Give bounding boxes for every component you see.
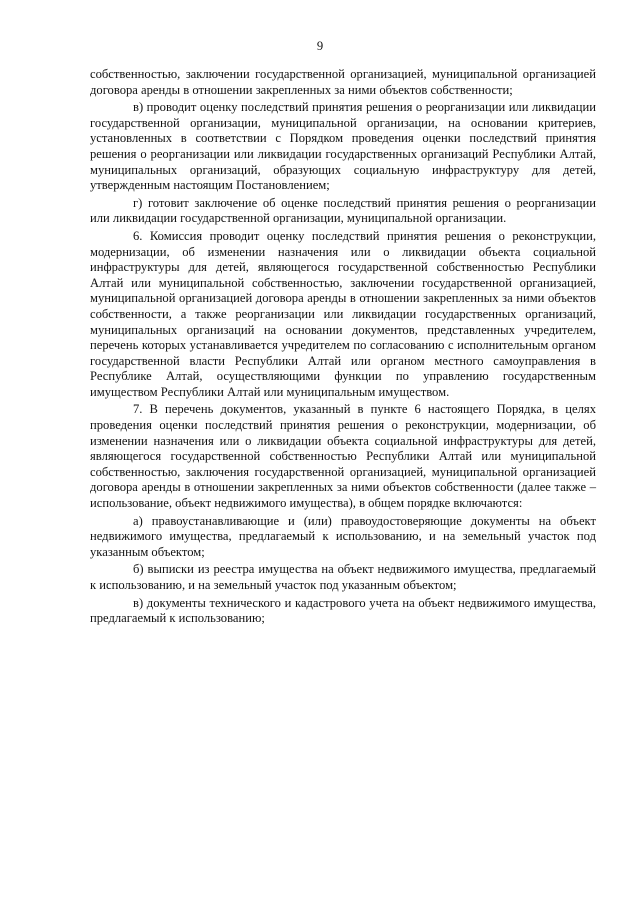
paragraph-clause-7: 7. В перечень документов, указанный в пункте 6 настоящего Порядка, в целях проведения оценки последствий принятия решения о реконструкции, модернизации, об изменении назначения или о ликвидации объекта социальной инфраструктуры для детей, являющегося государственной собственностью Республики Алтай или муниципальной собственностью, заключения государственной организацией, муниципальной организацией договора аренды в отношении закрепленных за ними объектов собственности (далее также – использование, объект недвижимого имущества), в общем порядке включаются:	[90, 402, 596, 511]
paragraph-clause-6: 6. Комиссия проводит оценку последствий принятия решения о реконструкции, модернизации, об изменении назначения или о ликвидации объекта социальной инфраструктуры для детей, являющегося государственной собственностью Республики Алтай или муниципальной собственностью, заключении государственной организацией, муниципальной организацией договора аренды в отношении закрепленных за ними объектов собственности, а также реорганизации или ликвидации государственных организаций, муниципальных организаций на основании документов, представленных учредителем, перечень которых устанавливается учредителем по согласованию с исполнительным органом государственной власти Республики Алтай или органом местного самоуправления в Республике Алтай, осуществляющими функции по управлению государственным имуществом Республики Алтай или муниципальным имуществом.	[90, 228, 596, 399]
paragraph-item-a: а) правоустанавливающие и (или) правоудостоверяющие документы на объект недвижимого имущества, предлагаемый к использованию, и на земельный участок под указанным объектом;	[90, 513, 596, 559]
paragraph-continuation: собственностью, заключении государственной организацией, муниципальной организацией договора аренды в отношении закрепленных за ними объектов собственности;	[90, 67, 596, 97]
paragraph-item-v: в) проводит оценку последствий принятия решения о реорганизации или ликвидации государственной организации, муниципальной организации, на основании критериев, установленных в соответствии с Порядком проведения оценки последствий принятия решения о реорганизации или ликвидации государственных организаций Республики Алтай, муниципальных организаций, образующих социальную инфраструктуру для детей, утвержденным настоящим Постановлением;	[90, 100, 596, 193]
page-number: 9	[316, 39, 324, 53]
document-body	[90, 67, 596, 627]
paragraph-item-v2: в) документы технического и кадастрового учета на объект недвижимого имущества, предлагаемый к использованию;	[90, 595, 596, 626]
paragraph-item-g: г) готовит заключение об оценке последствий принятия решения о реорганизации или ликвидации государственной организации, муниципальной организации.	[90, 195, 596, 226]
paragraph-item-b: б) выписки из реестра имущества на объект недвижимого имущества, предлагаемый к использованию, и на земельный участок под указанным объектом;	[90, 562, 596, 592]
